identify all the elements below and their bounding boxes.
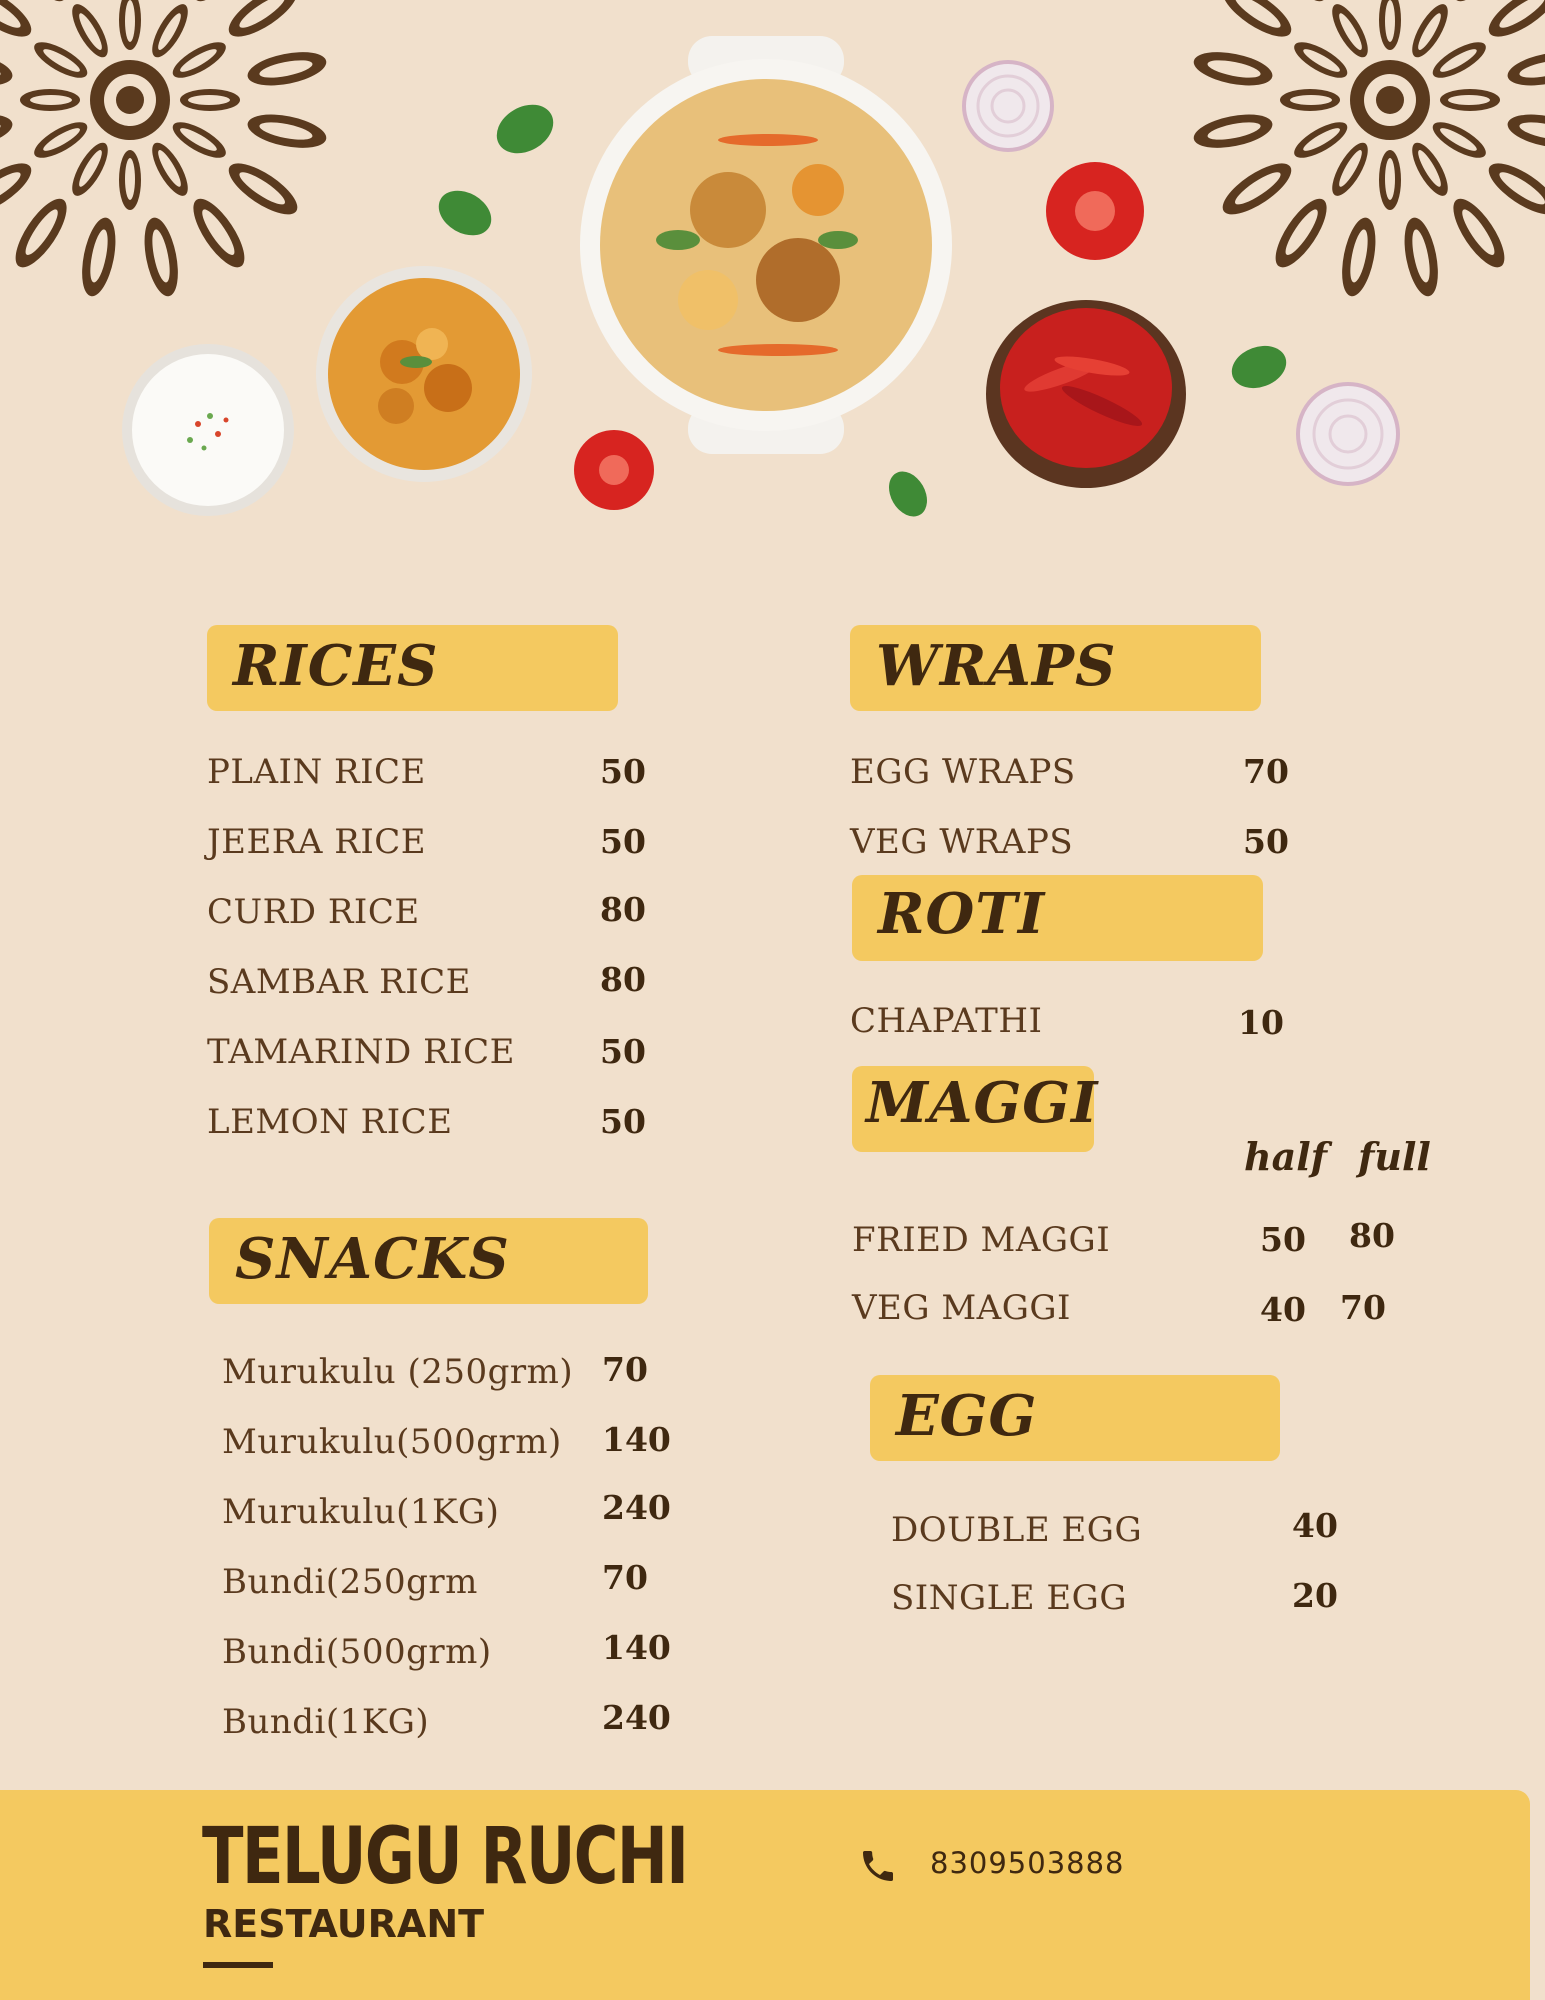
menu-item: SINGLE EGG — [891, 1578, 1127, 1618]
rices-title: RICES — [233, 633, 439, 699]
maggi-header — [852, 1066, 1099, 1152]
mandala-petal — [125, 0, 135, 42]
mandala-petal — [1444, 0, 1513, 9]
menu-price: 70 — [1243, 752, 1289, 791]
menu-item: Murukulu (250grm) — [222, 1352, 574, 1392]
menu-item: VEG WRAPS — [850, 822, 1074, 862]
menu-item: VEG MAGGI — [852, 1288, 1071, 1328]
mandala-petal — [30, 95, 72, 105]
mandala-petal — [1385, 0, 1395, 42]
mandala-petal — [1385, 158, 1395, 200]
biryani-bowl-image — [578, 30, 954, 460]
menu-price: 20 — [1292, 1576, 1338, 1615]
menu-price: 10 — [1238, 1003, 1284, 1042]
menu-price: 50 — [600, 1102, 646, 1141]
raita-bowl-image — [118, 340, 298, 520]
menu-price: 50 — [1243, 822, 1289, 861]
menu-item: FRIED MAGGI — [852, 1220, 1111, 1260]
menu-item: Bundi(1KG) — [222, 1702, 430, 1742]
chilli-bowl-image — [982, 296, 1190, 492]
menu-item: SAMBAR RICE — [207, 962, 471, 1002]
menu-item: EGG WRAPS — [850, 752, 1076, 792]
menu-item: CHAPATHI — [850, 1001, 1043, 1041]
half-column-header: half — [1244, 1134, 1328, 1179]
leaf-image — [880, 466, 936, 522]
leaf-image — [432, 180, 498, 246]
egg-header — [870, 1375, 1280, 1461]
phone-icon — [858, 1846, 898, 1886]
mandala-petal — [1290, 95, 1332, 105]
menu-price-half: 40 — [1260, 1290, 1306, 1329]
phone-number[interactable]: 8309503888 — [930, 1846, 1125, 1880]
mandala-petal — [6, 0, 75, 9]
menu-price: 80 — [600, 890, 646, 929]
snacks-title: SNACKS — [235, 1226, 510, 1292]
menu-price: 80 — [600, 960, 646, 999]
menu-item: JEERA RICE — [207, 822, 427, 862]
restaurant-subtitle: RESTAURANT — [203, 1902, 485, 1946]
full-column-header: full — [1358, 1134, 1431, 1179]
menu-price: 50 — [600, 752, 646, 791]
mandala-petal — [1266, 0, 1335, 9]
leaf-image — [490, 94, 560, 164]
menu-price: 50 — [600, 822, 646, 861]
mandala-petal — [0, 109, 15, 154]
curry-bowl-image — [312, 262, 536, 486]
restaurant-name: TELUGU RUCHI — [202, 1812, 688, 1902]
menu-item: PLAIN RICE — [207, 752, 426, 792]
mandala-petal — [188, 95, 230, 105]
subtitle-underline — [203, 1962, 273, 1968]
footer-bar — [0, 1790, 1530, 2000]
menu-item: CURD RICE — [207, 892, 420, 932]
menu-price-full: 80 — [1349, 1216, 1395, 1255]
roti-title: ROTI — [878, 881, 1046, 947]
mandala-right-icon — [1170, 0, 1545, 320]
menu-item: Bundi(500grm) — [222, 1632, 492, 1672]
menu-price: 140 — [602, 1420, 671, 1459]
menu-price-full: 70 — [1340, 1288, 1386, 1327]
menu-price: 140 — [602, 1628, 671, 1667]
menu-item: Murukulu(500grm) — [222, 1422, 562, 1462]
menu-price: 240 — [602, 1698, 671, 1737]
onion-image — [962, 60, 1054, 152]
menu-item: LEMON RICE — [207, 1102, 453, 1142]
menu-price: 70 — [602, 1558, 648, 1597]
mandala-petal — [0, 46, 15, 91]
leaf-image — [1226, 334, 1292, 400]
tomato-small-image — [572, 428, 656, 512]
tomato-image — [1044, 160, 1146, 262]
onion-right-image — [1296, 382, 1400, 486]
wraps-title: WRAPS — [876, 633, 1117, 699]
snacks-header — [209, 1218, 648, 1304]
mandala-petal — [125, 158, 135, 200]
roti-header — [852, 875, 1263, 961]
mandala-petal — [184, 0, 253, 9]
menu-item: Bundi(250grm — [222, 1562, 478, 1602]
menu-price-half: 50 — [1260, 1220, 1306, 1259]
mandala-left-icon — [0, 0, 350, 320]
maggi-title: MAGGI — [866, 1070, 1099, 1136]
menu-item: DOUBLE EGG — [891, 1510, 1143, 1550]
menu-price: 50 — [600, 1032, 646, 1071]
menu-price: 240 — [602, 1488, 671, 1527]
rices-header — [207, 625, 618, 711]
menu-price: 40 — [1292, 1506, 1338, 1545]
menu-price: 70 — [602, 1350, 648, 1389]
menu-item: Murukulu(1KG) — [222, 1492, 500, 1532]
mandala-petal — [1448, 95, 1490, 105]
menu-item: TAMARIND RICE — [207, 1032, 515, 1072]
egg-title: EGG — [896, 1383, 1038, 1449]
wraps-header — [850, 625, 1261, 711]
